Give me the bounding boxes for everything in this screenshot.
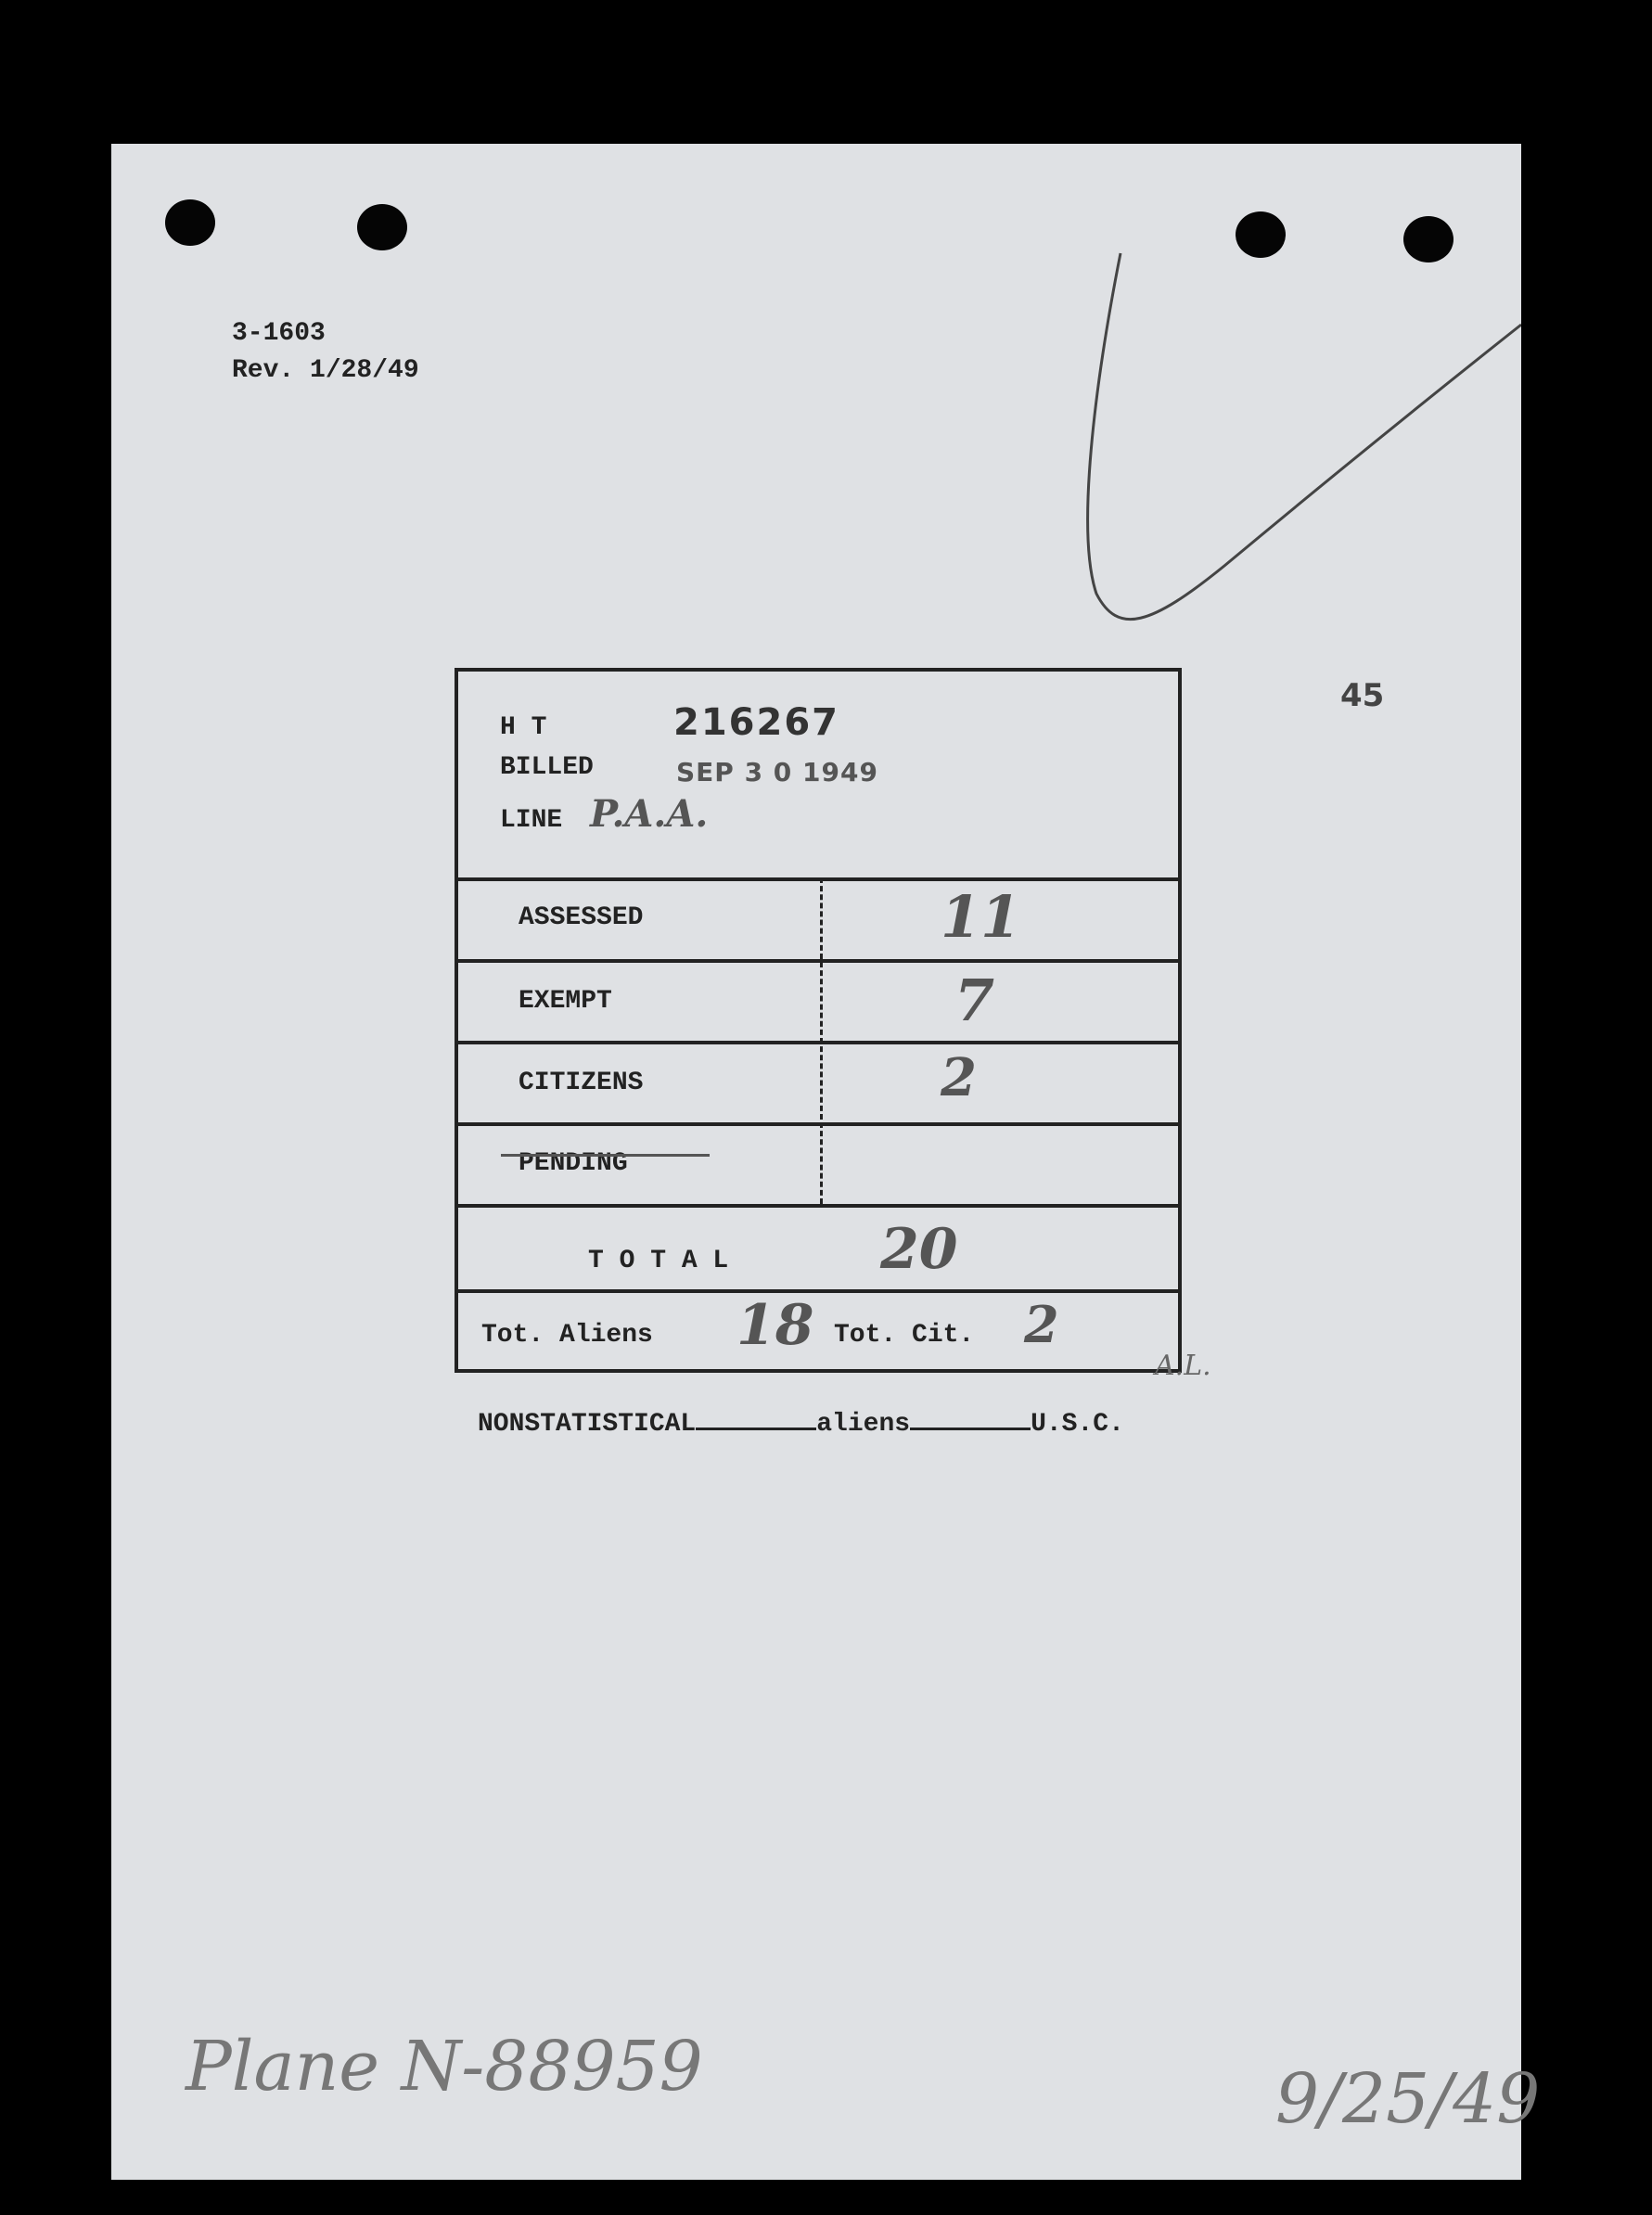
total-aliens-value: 18 <box>736 1293 814 1358</box>
pending-label: PENDING <box>519 1149 628 1178</box>
total-citizens-label: Tot. Cit. <box>834 1321 975 1350</box>
billed-label: BILLED <box>500 753 594 782</box>
divider <box>458 877 1178 881</box>
aliens-label: aliens <box>816 1410 911 1439</box>
tally-form <box>455 668 1182 1373</box>
form-revision: Rev. 1/28/49 <box>232 356 419 385</box>
assessed-value: 11 <box>941 883 1021 951</box>
total-label: T O T A L <box>588 1247 729 1275</box>
divider <box>458 959 1178 963</box>
form-number: 3-1603 <box>232 319 326 348</box>
initials: A.L. <box>1155 1350 1211 1382</box>
usc-label: U.S.C. <box>1031 1410 1124 1439</box>
divider <box>458 1041 1178 1044</box>
pending-dash <box>501 1154 710 1157</box>
nonstatistical-line <box>478 1410 1124 1439</box>
citizens-value: 2 <box>941 1047 977 1108</box>
handwritten-plane-note: Plane N-88959 <box>186 2027 703 2106</box>
divider <box>458 1204 1178 1208</box>
ht-label: H T <box>500 713 547 742</box>
assessed-label: ASSESSED <box>519 903 644 932</box>
page-number: 45 <box>1340 677 1385 714</box>
aliens-blank <box>696 1428 816 1430</box>
exempt-value: 7 <box>954 967 995 1034</box>
check-mark-icon <box>111 144 1521 663</box>
usc-blank <box>910 1428 1031 1430</box>
document-page <box>111 144 1541 2180</box>
divider <box>458 1122 1178 1126</box>
form-identifier <box>232 315 419 390</box>
column-divider <box>820 877 823 1204</box>
total-value: 20 <box>880 1217 958 1282</box>
handwritten-date: 9/25/49 <box>1275 2059 1541 2139</box>
total-citizens-value: 2 <box>1024 1295 1059 1354</box>
ht-number: 216267 <box>673 701 839 744</box>
divider <box>458 1289 1178 1293</box>
total-aliens-label: Tot. Aliens <box>481 1321 653 1350</box>
nonstatistical-label: NONSTATISTICAL <box>478 1410 697 1439</box>
line-value: P.A.A. <box>590 792 709 836</box>
citizens-label: CITIZENS <box>519 1069 644 1097</box>
exempt-label: EXEMPT <box>519 987 612 1016</box>
billed-date-stamp: SEP 3 0 1949 <box>676 757 878 787</box>
line-label: LINE <box>500 806 563 835</box>
